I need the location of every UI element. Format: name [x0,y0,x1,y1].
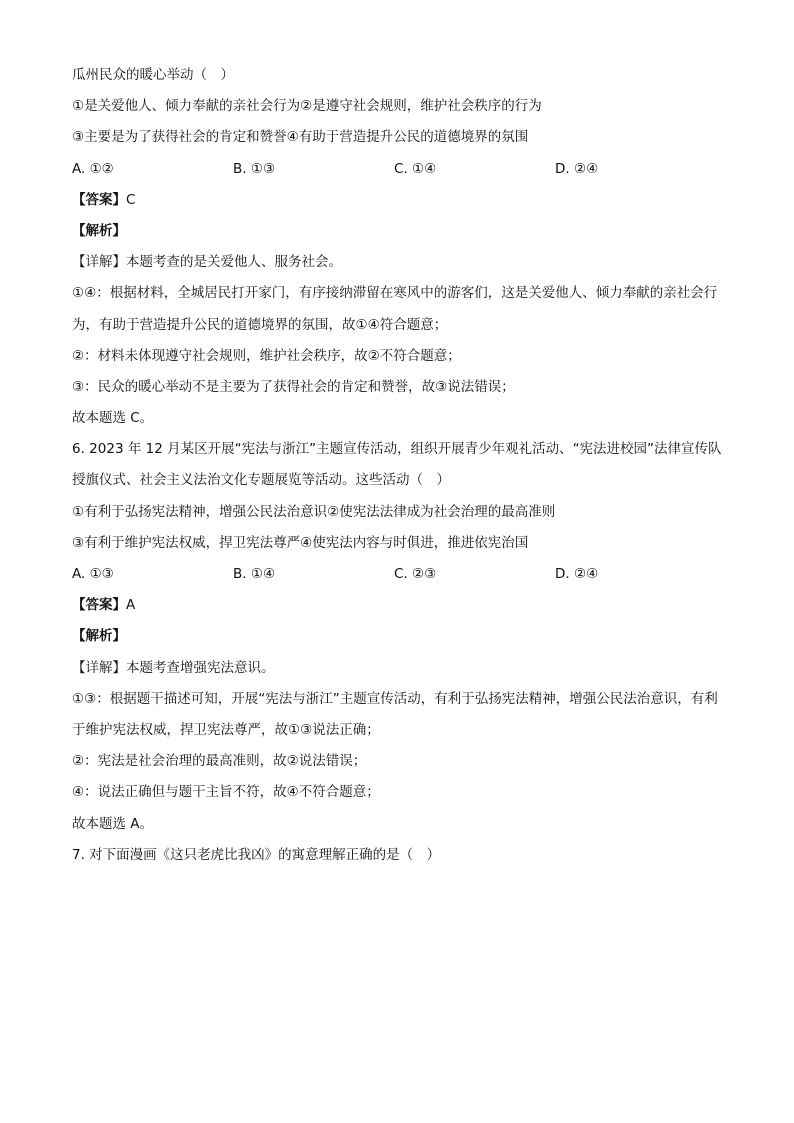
detail-tag: 【详解】 [72,659,126,676]
q6-analysis [72,621,722,652]
answer-tag: 【答案】 [72,597,126,614]
q5-conclusion: 故本题选 C。 [72,410,154,427]
answer-value: A [126,597,136,614]
q5-explanation-3: ③：民众的暖心举动不是主要为了获得社会的肯定和赞誉，故③说法错误； [72,378,515,395]
q7-stem: 7. 对下面漫画《这只老虎比我凶》的寓意理解正确的是（ ） [72,846,441,863]
analysis-tag: 【解析】 [72,628,126,645]
q5-option-b: B. ①③ [233,160,276,177]
q5-stem: 瓜州民众的暖心举动（ ） [72,67,234,83]
q5-explanation-1: ①④：根据材料，全城居民打开家门，有序接纳滞留在寒风中的游客们，这是关爱他人、倾力奉献的亲社会行为，有助于营造提升公民的道德境界的氛围，故①④符合题意； [72,285,718,333]
q6-answer [72,590,722,621]
q6-explanation-3: ④：说法正确但与题干主旨不符，故④不符合题意； [72,784,380,801]
q6-option-a: A. ①③ [72,566,114,583]
q5-option-c: C. ①④ [394,160,437,177]
analysis-tag: 【解析】 [72,222,126,239]
detail-tag: 【详解】 [72,254,126,271]
q5-analysis [72,216,722,247]
document-page [72,60,722,871]
answer-tag: 【答案】 [72,191,126,208]
q6-option-d: D. ②④ [555,566,599,583]
q5-options [72,154,722,185]
q6-statement-2: ③有利于维护宪法权威，捍卫宪法尊严④使宪法内容与时俱进，推进依宪治国 [72,534,529,551]
q6-option-c: C. ②③ [394,566,437,583]
q6-conclusion: 故本题选 A。 [72,815,154,832]
q6-explanation-2: ②：宪法是社会治理的最高准则，故②说法错误； [72,753,367,770]
q6-stem: 6. 2023 年 12 月某区开展“宪法与浙江”主题宣传活动，组织开展青少年观礼活动、“宪法进校园”法律宣传队授旗仪式、社会主义法治文化专题展览等活动。这些活动（ ） [72,441,722,489]
q6-option-b: B. ①④ [233,566,276,583]
q6-statement-1: ①有利于弘扬宪法精神，增强公民法治意识②使宪法法律成为社会治理的最高准则 [72,503,556,520]
detail-text: 本题考查的是关爱他人、服务社会。 [126,254,342,271]
q5-option-d: D. ②④ [555,160,599,177]
q5-explanation-2: ②：材料未体现遵守社会规则，维护社会秩序，故②不符合题意； [72,347,461,364]
q5-detail [72,247,722,278]
answer-value: C [126,191,136,208]
q5-answer [72,185,722,216]
detail-text: 本题考查增强宪法意识。 [126,659,275,676]
q6-detail [72,653,722,684]
q5-statement-2: ③主要是为了获得社会的肯定和赞誉④有助于营造提升公民的道德境界的氛围 [72,129,529,146]
q6-options [72,559,722,590]
q5-option-a: A. ①② [72,160,114,177]
q5-statement-1: ①是关爱他人、倾力奉献的亲社会行为②是遵守社会规则，维护社会秩序的行为 [72,98,542,115]
q6-explanation-1: ①③：根据题干描述可知，开展“宪法与浙江”主题宣传活动，有利于弘扬宪法精神，增强公民法治意识，有利于维护宪法权威，捍卫宪法尊严，故①③说法正确； [72,690,718,739]
